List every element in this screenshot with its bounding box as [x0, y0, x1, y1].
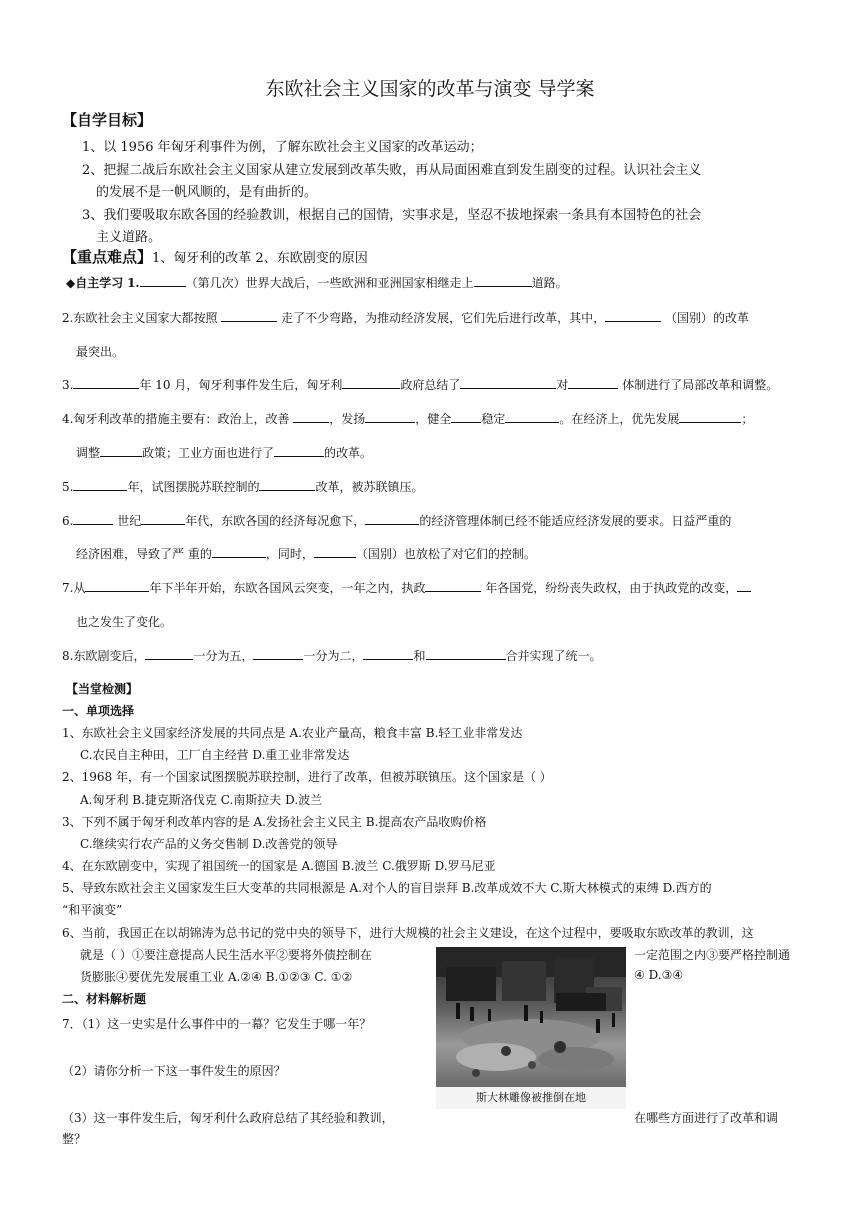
- blank[interactable]: [253, 647, 303, 660]
- key-points-heading: 【重点难点】: [62, 248, 153, 266]
- fill-line-3: 3. 年 10 月，匈牙利事件发生后，匈牙利 政府总结了 对 体制进行了局部改革和调整。: [62, 378, 779, 392]
- blank[interactable]: [451, 410, 481, 423]
- part2-heading: 二、材料解析题: [62, 992, 147, 1006]
- blank[interactable]: [145, 647, 193, 660]
- blank[interactable]: [100, 444, 142, 457]
- blank[interactable]: [85, 579, 149, 592]
- question-4: 4、在东欧剧变中，实现了祖国统一的国家是 A.德国 B.波兰 C.俄罗斯 D.罗马尼亚: [62, 859, 496, 873]
- blank[interactable]: [314, 545, 356, 558]
- question-6-line2-right: 一定范围之内③要严格控制通: [634, 948, 791, 962]
- goal-2-cont: 的发展不是一帆风顺的，是有曲折的。: [96, 185, 318, 200]
- fill-line-1: ◆自主学习 1. （第几次）世界大战后，一些欧洲和亚洲国家相继走上 道路。: [66, 276, 568, 290]
- blank[interactable]: [221, 309, 277, 322]
- fill-line-6: 6. 世纪 年代，东欧各国的经济每况愈下， 的经济管理体制已经不能适应经济发展的要求。日益严重的: [62, 514, 732, 528]
- material-q3-cont: 整？: [62, 1132, 87, 1146]
- fill-line-2-cont: 最突出。: [76, 345, 125, 359]
- blank[interactable]: [679, 410, 741, 423]
- blank[interactable]: [73, 478, 127, 491]
- blank[interactable]: [474, 274, 532, 287]
- class-test-heading: 【当堂检测】: [66, 682, 139, 696]
- fill-line-8: 8.东欧剧变后， 一分为五， 一分为二， 和 合并实现了统一。: [62, 649, 602, 663]
- material-q2: （2）请你分析一下这一事件发生的原因？: [62, 1064, 286, 1078]
- blank[interactable]: [505, 410, 559, 423]
- question-5-cont: “和平演变”: [62, 903, 123, 917]
- question-6-line3-left: 货膨胀④要优先发展重工业 A.②④ B.①②③ C. ①②: [80, 970, 353, 984]
- fill-line-5: 5. 年，试图摆脱苏联控制的 改革，被苏联镇压。: [62, 480, 424, 494]
- fill-line-2: 2.东欧社会主义国家大都按照 走了不少弯路，为推动经济发展，它们先后进行改革，其中， （国别）的改革: [62, 311, 749, 325]
- fill-line-6-cont: 经济困难，导致了严 重的 ，同时， （国别）也放松了对它们的控制。: [76, 547, 536, 561]
- fill-line-4-cont: 调整 政策；工业方面也进行了 的改革。: [76, 446, 373, 460]
- blank[interactable]: [365, 410, 415, 423]
- key-points-text: 1、匈牙利的改革 2、东欧剧变的原因: [152, 251, 368, 266]
- question-2: 2、1968 年，有一个国家试图摆脱苏联控制，进行了改革，但被苏联镇压。这个国家是（ ）: [62, 770, 552, 784]
- historical-photo: [436, 947, 626, 1087]
- part1-heading: 一、单项选择: [62, 704, 135, 718]
- blank[interactable]: [73, 512, 113, 525]
- question-5: 5、导致东欧社会主义国家发生巨大变革的共同根源是 A.对个人的盲目崇拜 B.改革成效不大 C.斯大林模式的束缚 D.西方的: [62, 881, 712, 895]
- question-1: 1、东欧社会主义国家经济发展的共同点是 A.农业产量高，粮食丰富 B.轻工业非常发达: [62, 726, 523, 740]
- question-6-line3-right: ④ D.③④: [634, 968, 684, 982]
- blank[interactable]: [605, 309, 661, 322]
- blank[interactable]: [274, 444, 324, 457]
- blank[interactable]: [73, 376, 139, 389]
- page-title: 东欧社会主义国家的改革与演变 导学案: [265, 78, 595, 100]
- fill-line-4: 4.匈牙利改革的措施主要有：政治上，改善 ，发扬 ，健全 稳定 。在经济上，优先发展 ；: [62, 412, 754, 426]
- question-3-options: C.继续实行农产品的义务交售制 D.改善党的领导: [80, 837, 338, 851]
- goal-2: 2、把握二战后东欧社会主义国家从建立发展到改革失败，再从局面困难直到发生剧变的过程。认识社会主义: [82, 163, 702, 178]
- blank[interactable]: [140, 274, 186, 287]
- blank[interactable]: [259, 478, 315, 491]
- blank[interactable]: [568, 376, 618, 389]
- blank[interactable]: [365, 512, 419, 525]
- goal-3-cont: 主义道路。: [96, 230, 162, 245]
- blank[interactable]: [342, 376, 400, 389]
- fill-line-7: 7.从 年下半年开始，东欧各国风云突变，一年之内，执政 年各国党，纷纷丧失政权，由于执政党的改变，: [62, 579, 751, 596]
- blank[interactable]: [426, 647, 506, 660]
- goals-heading: 【自学目标】: [62, 111, 153, 129]
- question-1-options: C.农民自主种田，工厂自主经营 D.重工业非常发达: [80, 748, 350, 762]
- blank[interactable]: [141, 512, 185, 525]
- question-6-line2-left: 就是（ ）①要注意提高人民生活水平②要将外债控制在: [80, 948, 372, 962]
- fill-line-7-cont: 也之发生了变化。: [76, 615, 173, 629]
- blank[interactable]: [425, 579, 481, 592]
- key-points: [62, 246, 368, 267]
- material-q3-right: 在哪些方面进行了改革和调: [634, 1111, 779, 1125]
- blank[interactable]: [293, 410, 329, 423]
- photo-caption: 斯大林雕像被推倒在地: [436, 1087, 626, 1109]
- material-q1: 7．（1）这一史实是什么事件中的一幕？它发生于哪一年？: [62, 1017, 372, 1031]
- blank[interactable]: [212, 545, 266, 558]
- material-q3-left: （3）这一事件发生后，匈牙利什么政府总结了其经验和教训，: [62, 1111, 394, 1125]
- blank[interactable]: [460, 376, 556, 389]
- self-study-marker: ◆自主学习: [66, 276, 124, 290]
- question-6: 6、当前，我国正在以胡锦涛为总书记的党中央的领导下，进行大规模的社会主义建设，在这个过程中，要吸取东欧改革的教训，这: [62, 926, 754, 940]
- question-3: 3、下列不属于匈牙利改革内容的是 A.发扬社会主义民主 B.提高农产品收购价格: [62, 815, 487, 829]
- blank[interactable]: [363, 647, 413, 660]
- question-2-options: A.匈牙利 B.捷克斯洛伐克 C.南斯拉夫 D.波兰: [80, 793, 323, 807]
- goal-1: 1、以 1956 年匈牙利事件为例，了解东欧社会主义国家的改革运动；: [82, 140, 483, 155]
- blank[interactable]: [737, 579, 751, 592]
- goal-3: 3、我们要吸取东欧各国的经验教训，根据自己的国情，实事求是，坚忍不拔地探索一条具有本国特色的社会: [82, 208, 702, 223]
